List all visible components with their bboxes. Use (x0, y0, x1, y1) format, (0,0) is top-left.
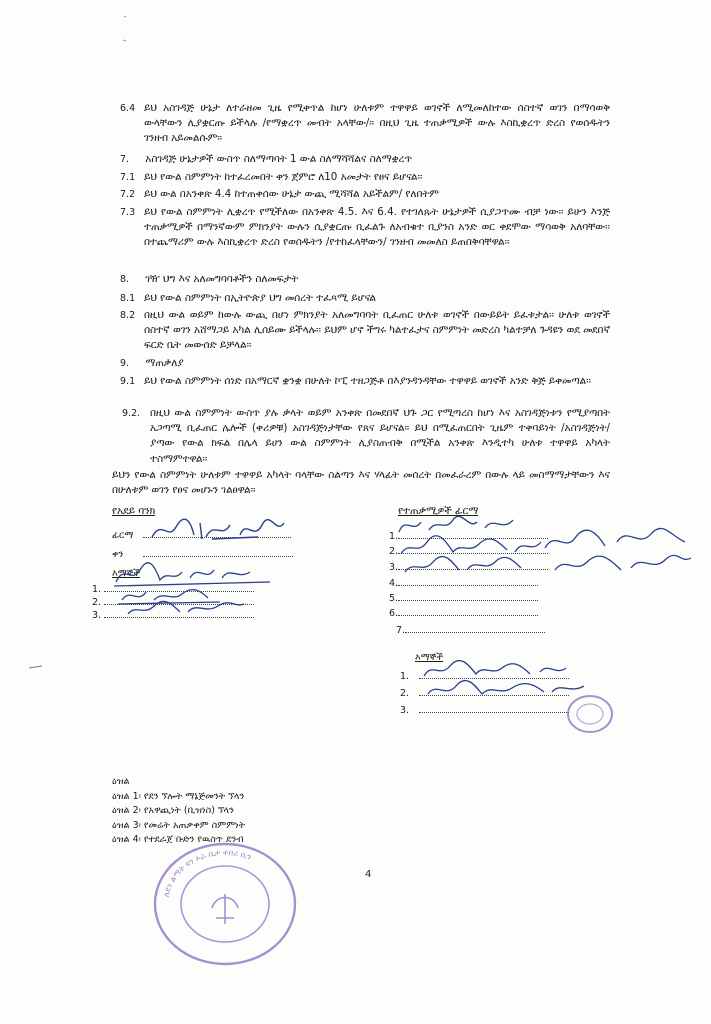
witness-number: 1. (400, 671, 410, 682)
section-number: 8. (120, 274, 130, 285)
annex-title: ዕዝል (112, 776, 130, 787)
clause-7-2 (120, 187, 610, 202)
line-number: 4. (389, 578, 399, 589)
section-title: ገዥ ህግ እና አለመግባባቶችን ስለመፍታት (145, 273, 299, 285)
clause-number: 7.2 (120, 189, 136, 200)
witness-number: 3. (92, 610, 102, 621)
handwritten-signature (150, 515, 300, 545)
handwritten-signature (110, 560, 290, 618)
line-number: 2. (389, 546, 399, 557)
annex-item-3: ዕዝል 3፡ የመሬት አጠቃቀም ስምምነት (112, 819, 246, 831)
clause-8-2 (120, 308, 610, 354)
section-heading-9 (120, 356, 610, 371)
annex-list (112, 775, 245, 848)
bank-witness-title: እማኞች (112, 568, 141, 579)
dotted-line (398, 591, 538, 601)
bank-date-line (112, 547, 293, 561)
clause-number: 6.4 (120, 103, 136, 114)
bank-block-title: የአደይ ባንክ (112, 505, 156, 517)
witness-number: 3. (400, 705, 410, 716)
section-number: 9. (120, 358, 130, 369)
beneficiary-witness-title: እማኞች (415, 652, 444, 663)
beneficiary-line-7 (396, 623, 545, 637)
witness-number: 1. (92, 584, 102, 595)
scan-speck (120, 14, 130, 44)
section-heading-8 (120, 272, 610, 287)
witness-number: 2. (400, 688, 410, 699)
annex-item-1: ዕዝል 1፡ የደን ኘሎት ማኔጅመንት ኘላን (112, 790, 245, 802)
line-number: 6. (389, 608, 399, 619)
page-number: 4 (365, 869, 372, 880)
section-title: አስገዳጅ ሁኔታዎች ውስጥ ስለማጣባት 1 ውል ስለማሻሻልና ስለማቋረጥ (145, 153, 413, 165)
clause-number: 9.2. (122, 408, 141, 419)
clause-number: 9.1 (120, 376, 136, 387)
annex-item-4: ዕዝል 4፡ የተደራጀ ቡድን የዉስጥ ደንብ (112, 834, 244, 846)
clause-number: 8.1 (120, 293, 136, 304)
section-heading-7 (120, 152, 610, 167)
dotted-line (143, 547, 293, 557)
dotted-line (405, 623, 545, 633)
scan-speck (28, 664, 44, 670)
clause-text: በዚህ ውል ስምምነት ውስጥ ያሉ ቃላት ወይም አንቀጽ በመደበኛ ህጉ ጋር የሚጣረስ ከሆነ እና አስገዳጅነቱን የሚያጣበት አጋጣሚ ቢፈጠር ሌሎች (ቀሪዎቹ) አስገዳጅነታቸው የጸና ይሆናል፡፡ ይህ በሚፈጠርበት ጊዜም ተቀባይነት /አስገዳጅነት/ ያጣው የውል ክፍል በሌላ ይሀን ውል ስምምነት ሊያስጠብቅ በሚችል አንቀጽ እንዲተካ ሁለቱ ተዋዋይ አካላት ተስማምተዋል፡፡ (150, 407, 610, 465)
line-number: 3. (389, 562, 399, 573)
clause-9-2 (122, 406, 610, 467)
sign-label: ፊርማ (112, 530, 134, 541)
closing-statement: ይህን የውል ስምምነት ሁለቱም ተዋዋይ አካላት ባላቸው ስልጣን እና ሃላፊት መሰረት በመፈራረም በውሉ ላይ መስማማታቸውን እና በሁለቱም ወገን የፀና መሆኑን ገልፀዋል፡፡ (112, 469, 610, 497)
clause-text: ይህ የውል ስምምነት በኢትዮጵያ ህግ መሰረት ተፈጻሚ ይሆናል (144, 292, 376, 304)
clause-number: 8.2 (120, 310, 136, 321)
handwritten-signature (395, 512, 695, 584)
clause-text: ይህ አስገዳጅ ሁኔታ ለተራዘመ ጊዜ የሚቀጥል ከሆነ ሁለቱም ተዋዋይ ወገኖች ለሚመለከተው ሰስተኛ ወገን በማሳወቅ ውላቸውን ሊያቋርጡ ይችላሉ /የማቋረጥ መብት አላቸው/፡፡ በዚህ ጊዜ ተጠቃሚዎች ውሉ እስኪቋረጥ ድረስ የወሰዱትን ገንዘብ አይመልሱም፡፡ (144, 102, 610, 145)
clause-text: በዚህ ውል ወይም ከውሉ ውጪ በሆነ ምክንያት አለመግባባት ቢፈጠር ሁለቱ ወገኖች በውይይት ይፈቱታል፡፡ ሁለቱ ወገኖች ሰስተኛ ወገን አሸማጋይ አካል ሊሰይሙ ይችላሉ፡፡ ይህም ሆኖ ችግሩ ካልተፈታና ስምምነት መድረስ ካልተቻለ ጉዳዩን ወደ መደበኛ ፍርድ ቤት መውሰድ ይቻላል፡፡ (144, 309, 610, 352)
clause-9-1 (120, 374, 610, 389)
clause-number: 7.3 (120, 207, 136, 218)
clause-text: ይህ የውል ስምምነት ሰነድ በአማርኛ ቋንቋ በሁለት ኮፒ ተዘጋጅቶ በእያንዳንዳቸው ተዋዋይ ወገኖች አንድ ቅጅ ይቀመጣል፡፡ (144, 375, 591, 387)
beneficiary-witness-3 (400, 703, 569, 717)
official-stamp (565, 692, 615, 736)
section-number: 7. (120, 154, 130, 165)
clause-number: 7.1 (120, 172, 136, 183)
section-title: ማጠቃለያ (145, 357, 184, 369)
line-number: 1. (389, 531, 399, 542)
date-label: ቀን (112, 549, 124, 560)
clause-8-1 (120, 291, 610, 306)
annex-item-2: ዕዝል 2፡ የአዋጪነት (ቢዝነስ) ኘላን (112, 805, 235, 817)
witness-number: 2. (92, 597, 102, 608)
clause-text: ይህ የውል ስምምነት ከተፈረመበት ቀን ጀምሮ ለ10 አመታት የፀና ይሆናል፡፡ (144, 171, 423, 183)
clause-7-1 (120, 170, 610, 185)
official-stamp (150, 838, 300, 968)
beneficiary-block-title: የተጠቃሚዎች ፊርማ (398, 505, 479, 517)
beneficiary-line-6 (389, 606, 538, 620)
clause-text: ይህ የውል ስምምነት ሊቋረጥ የሚችለው በአንቀጽ 4.5. እና 6.4. የተገለጹት ሁኔታዎች ሲያጋጥሙ ብቻ ነው፡፡ ይሁን እንጅ ተጠቃሚዎች በማንኛውም ምክንያት ውሉን ሲያቋርጡ ቢፈልጉ ለአብቁተ ቢያንስ አንድ ወር ቀደሞው ማሳወቅ አለባቸው፡፡ በተጨማሪም ውሉ እስኪቋረጥ ድረስ የወሰዱትን /የተከፈላቸውን/ ገንዘብ መመለስ ይጠበቅባቸዋል፡፡ (144, 206, 610, 249)
dotted-line (419, 703, 569, 713)
line-number: 7. (396, 625, 406, 636)
line-number: 5. (389, 593, 399, 604)
clause-6-4 (120, 101, 610, 147)
dotted-line (398, 606, 538, 616)
clause-text: ይህ ውል በአንቀጽ 4.4 ከተጠቀሰው ሁኔታ ውጪ ሚሻሻል አይችልም/ የለበትም (144, 188, 439, 200)
stamp-text-path: ለደን ልማት ዩን ኦራ ቢታ ተበሪ ቢን (161, 847, 253, 898)
beneficiary-line-5 (389, 591, 538, 605)
stamp-text (162, 848, 253, 898)
clause-7-3 (120, 205, 610, 251)
